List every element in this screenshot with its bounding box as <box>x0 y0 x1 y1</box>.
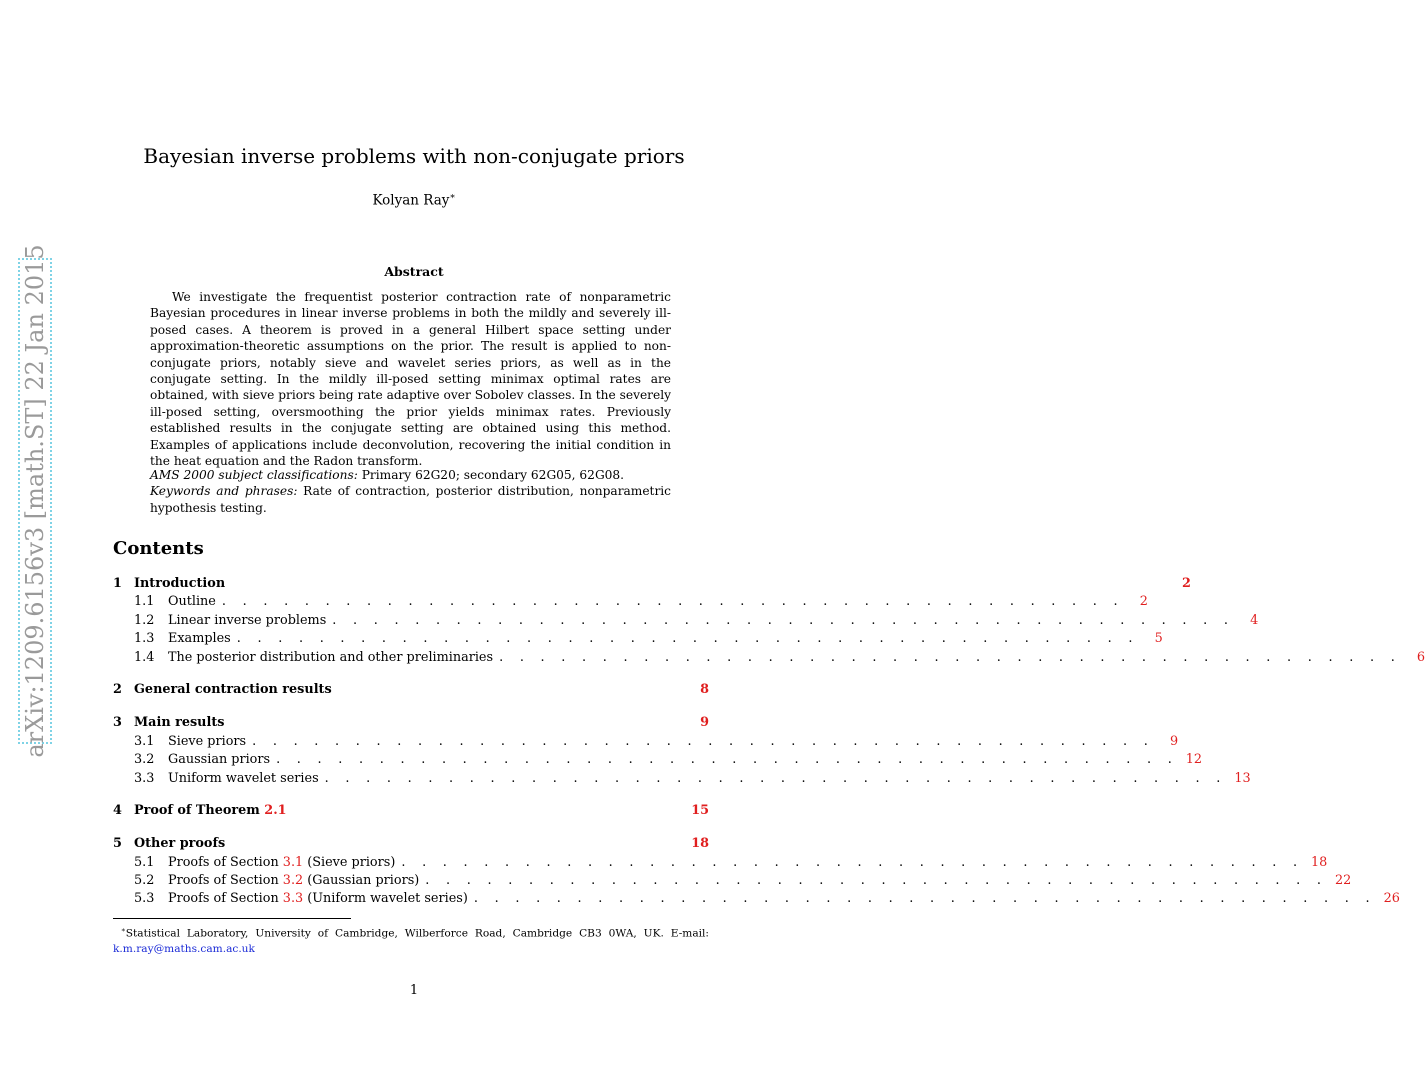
toc-page-link[interactable]: 26 <box>1383 891 1400 907</box>
author-name: Kolyan Ray <box>372 192 450 209</box>
toc-label-text: Proof of Theorem <box>134 803 260 819</box>
footnote-rule <box>113 918 351 919</box>
toc-page-link[interactable]: 9 <box>700 715 709 731</box>
toc-subsection-5-3[interactable]: 5.3 Proofs of Section 3.3 (Uniform wavelet series) . . . . . . . . . . . . . . . . . . . . . . . . . . . . . . . . . . . . . . . . . . . . 26 <box>134 891 1400 907</box>
toc-page-link[interactable]: 4 <box>1250 612 1259 628</box>
toc-number: 5.1 <box>134 854 155 870</box>
toc-number: 1 <box>113 576 122 591</box>
toc-page-link[interactable]: 18 <box>1311 854 1328 870</box>
toc-label: Introduction <box>134 576 226 591</box>
toc-label-post: (Gaussian priors) <box>307 873 420 889</box>
theorem-ref-link[interactable]: 2.1 <box>264 803 287 819</box>
page-number: 1 <box>409 983 419 998</box>
ams-line <box>150 467 671 483</box>
toc-page-link[interactable]: 15 <box>691 803 709 819</box>
toc-page-link[interactable]: 9 <box>1169 733 1179 749</box>
toc-number: 1.1 <box>134 594 155 610</box>
arxiv-stamp-text: arXiv:1209.6156v3 [math.ST] 22 Jan 2015 <box>21 244 49 758</box>
contents-heading: Contents <box>113 538 204 559</box>
classification-block <box>150 467 671 516</box>
toc-number: 1.3 <box>134 631 155 647</box>
footnote <box>113 923 709 957</box>
toc-label <box>168 891 468 906</box>
toc-label-pre: Proofs of Section <box>168 854 279 870</box>
toc-subsection-3-2[interactable]: 3.2 Gaussian priors . . . . . . . . . . . . . . . . . . . . . . . . . . . . . . . . . . . . . . . . . . . . 12 <box>134 752 1203 768</box>
toc-subsection-3-3[interactable]: 3.3 Uniform wavelet series . . . . . . . . . . . . . . . . . . . . . . . . . . . . . . . . . . . . . . . . . . . . 13 <box>134 770 1251 786</box>
table-of-contents <box>113 576 1425 910</box>
ams-label: AMS 2000 subject classifications: <box>150 468 358 482</box>
abstract-heading: Abstract <box>384 264 444 279</box>
toc-page-link[interactable]: 18 <box>691 836 709 852</box>
toc-page-link[interactable]: 13 <box>1234 770 1251 786</box>
toc-number: 5.2 <box>134 873 155 889</box>
toc-label <box>168 873 419 888</box>
toc-number: 5.3 <box>134 891 155 907</box>
toc-subsection-3-1[interactable]: 3.1 Sieve priors . . . . . . . . . . . . . . . . . . . . . . . . . . . . . . . . . . . . . . . . . . . . 9 <box>134 733 1179 749</box>
toc-section-2[interactable] <box>113 682 709 700</box>
toc-label-pre: Proofs of Section <box>168 891 279 907</box>
toc-number: 3.3 <box>134 770 155 786</box>
arxiv-stamp <box>18 244 52 758</box>
paper-title: Bayesian inverse problems with non-conjugate priors <box>143 144 685 168</box>
toc-number: 5 <box>113 836 122 852</box>
toc-number: 3.1 <box>134 733 155 749</box>
toc-section-3[interactable] <box>113 715 709 733</box>
toc-label-post: (Sieve priors) <box>307 854 396 870</box>
keywords-line <box>150 483 671 516</box>
toc-label: Other proofs <box>134 836 226 852</box>
toc-number: 2 <box>113 682 122 698</box>
keywords-label: Keywords and phrases: <box>150 484 298 499</box>
toc-subsection-1-1[interactable]: 1.1 Outline . . . . . . . . . . . . . . . . . . . . . . . . . . . . . . . . . . . . . . . . . . . . 2 <box>134 594 1148 610</box>
toc-label: Examples <box>168 631 231 647</box>
toc-label: The posterior distribution and other preliminaries <box>168 649 494 665</box>
toc-number: 1.2 <box>134 612 155 628</box>
toc-number: 1.4 <box>134 649 155 665</box>
footnote-text: Statistical Laboratory, University of Cambridge, Wilberforce Road, Cambridge CB3 0WA, UK. E-mail: <box>125 927 709 940</box>
toc-section-5[interactable] <box>113 836 709 854</box>
toc-page-link[interactable]: 6 <box>1416 649 1425 665</box>
toc-subsection-5-2[interactable]: 5.2 Proofs of Section 3.2 (Gaussian priors) . . . . . . . . . . . . . . . . . . . . . . . . . . . . . . . . . . . . . . . . . . . . 22 <box>134 873 1352 889</box>
toc-number: 4 <box>113 803 122 819</box>
toc-page-link[interactable]: 5 <box>1154 631 1163 647</box>
ams-value: Primary 62G20; secondary 62G05, 62G08. <box>361 468 625 482</box>
toc-page-link[interactable]: 2 <box>1181 576 1191 591</box>
toc-number: 3.2 <box>134 752 155 768</box>
toc-section-4[interactable] <box>113 803 709 821</box>
toc-label <box>168 855 395 870</box>
toc-page-link[interactable]: 22 <box>1334 873 1352 889</box>
toc-page-link[interactable]: 8 <box>700 682 709 698</box>
toc-label: Uniform wavelet series <box>168 770 319 786</box>
toc-label-post: (Uniform wavelet series) <box>307 891 468 907</box>
toc-label: Main results <box>134 715 225 731</box>
author-line <box>0 192 828 209</box>
toc-subsection-1-3[interactable]: 1.3 Examples . . . . . . . . . . . . . . . . . . . . . . . . . . . . . . . . . . . . . . . . . . . . 5 <box>134 631 1163 647</box>
toc-number: 3 <box>113 715 122 731</box>
toc-subsection-5-1[interactable]: 5.1 Proofs of Section 3.1 (Sieve priors) . . . . . . . . . . . . . . . . . . . . . . . . . . . . . . . . . . . . . . . . . . . . 18 <box>134 854 1328 870</box>
section-ref-link[interactable]: 3.3 <box>282 891 304 907</box>
toc-label: General contraction results <box>134 682 332 698</box>
footnote-mark: ∗ <box>121 926 126 934</box>
toc-subsection-1-4[interactable]: 1.4 The posterior distribution and other preliminaries . . . . . . . . . . . . . . . . . . . . . . . . . . . . . . . . . . . . . . . . . . . . 6 <box>134 649 1425 665</box>
toc-page-link[interactable]: 2 <box>1139 594 1148 610</box>
toc-section-1[interactable] <box>113 576 1191 594</box>
abstract-body: We investigate the frequentist posterior contraction rate of nonparametric Bayesian procedures in linear inverse problems in both the mildly and severely ill-posed cases. A theorem is proved in a general Hilbert space setting under approximation-theoretic assumptions on the prior. The result is applied to non-conjugate priors, notably sieve and wavelet series priors, as well as in the conjugate setting. In the mildly ill-posed setting minimax optimal rates are obtained, with sieve priors being rate adaptive over Sobolev classes. In the severely ill-posed setting, oversmoothing the prior yields minimax rates. Previously established results in the conjugate setting are obtained using this method. Examples of applications include deconvolution, recovering the initial condition in the heat equation and the Radon transform. <box>150 290 671 469</box>
toc-subsection-1-2[interactable]: 1.2 Linear inverse problems . . . . . . . . . . . . . . . . . . . . . . . . . . . . . . . . . . . . . . . . . . . . 4 <box>134 612 1259 628</box>
toc-label: Linear inverse problems <box>168 612 327 628</box>
author-footnote-mark[interactable]: ∗ <box>449 192 456 202</box>
section-ref-link[interactable]: 3.2 <box>282 873 304 889</box>
toc-label: Sieve priors <box>168 733 247 749</box>
toc-label-pre: Proofs of Section <box>168 873 279 889</box>
email-link[interactable]: k.m.ray@maths.cam.ac.uk <box>113 942 255 955</box>
keywords-value: Rate of contraction, posterior distribution, nonparametric hypothesis testing. <box>150 484 672 515</box>
toc-label: Gaussian priors <box>168 752 271 768</box>
toc-page-link[interactable]: 12 <box>1185 752 1203 768</box>
section-ref-link[interactable]: 3.1 <box>282 854 304 870</box>
toc-label: Outline <box>168 594 216 610</box>
toc-label <box>134 803 287 818</box>
